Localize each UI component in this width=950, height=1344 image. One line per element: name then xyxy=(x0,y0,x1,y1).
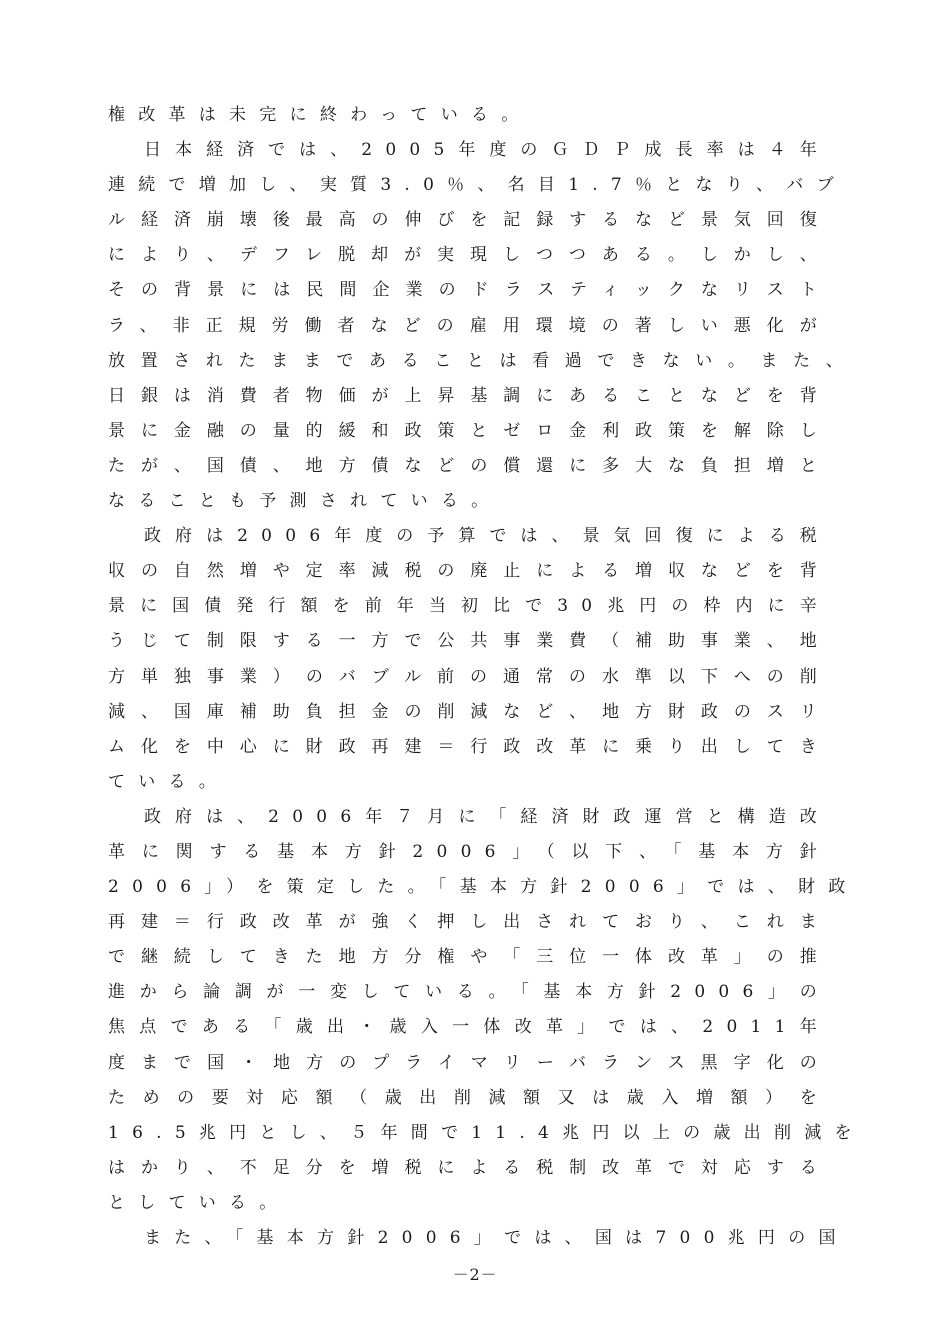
text-line: 日銀は消費者物価が上昇基調にあることなどを背 xyxy=(108,385,830,406)
text-line: その背景には民間企業のドラスティックなリスト xyxy=(108,280,830,301)
text-line: 2006」）を策定した。「基本方針2006」では、財政 xyxy=(108,877,859,898)
text-line: 権改革は未完に終わっている。 xyxy=(108,105,532,125)
text-line: 方単独事業）のバブル前の通常の水準以下への削 xyxy=(108,666,830,687)
text-line: 連続で増加し、実質3.0％、名目1.7％となり、バブ xyxy=(108,175,847,196)
text-line: ている。 xyxy=(108,771,230,792)
text-line: としている。 xyxy=(108,1192,290,1213)
body-text xyxy=(108,98,865,1256)
text-line: 景に金融の量的緩和政策とゼロ金利政策を解除し xyxy=(108,420,830,441)
text-line: 景に国債発行額を前年当初比で30兆円の枠内に辛 xyxy=(108,596,830,617)
text-line: 日本経済では、2005年度のＧＤＰ成長率は４年 xyxy=(144,140,830,161)
text-line: ための要対応額（歳出削減額又は歳入増額）を xyxy=(108,1087,830,1108)
text-line: 放置されたままであることは看過できない。また、 xyxy=(108,350,856,371)
text-line: また、「基本方針2006」では、国は700兆円の国 xyxy=(144,1228,849,1248)
text-line: ラ、非正規労働者などの雇用環境の著しい悪化が xyxy=(108,315,830,336)
text-line: 政府は2006年度の予算では、景気回復による税 xyxy=(144,526,830,547)
text-line: で継続してきた地方分権や「三位一体改革」の推 xyxy=(108,947,830,968)
text-line: 減、国庫補助負担金の削減など、地方財政のスリ xyxy=(108,701,830,722)
text-line: ル経済崩壊後最高の伸びを記録するなど景気回復 xyxy=(108,210,830,231)
text-line: 政府は、2006年７月に「経済財政運営と構造改 xyxy=(144,806,830,827)
text-line: うじて制限する一方で公共事業費（補助事業、地 xyxy=(108,631,830,652)
text-line: ム化を中心に財政再建＝行政改革に乗り出してき xyxy=(108,736,830,757)
text-line: 進から論調が一変している。「基本方針2006」の xyxy=(108,982,830,1003)
text-line: 革に関する基本方針2006」（以下、「基本方針 xyxy=(108,841,830,862)
text-line: 焦点である「歳出・歳入一体改革」では、2011年 xyxy=(108,1017,830,1038)
text-line: 再建＝行政改革が強く押し出されており、これま xyxy=(108,912,830,933)
text-line: 収の自然増や定率減税の廃止による増収などを背 xyxy=(108,561,830,582)
text-line: 度まで国・地方のプライマリーバランス黒字化の xyxy=(108,1052,830,1073)
text-line: たが、国債、地方債などの償還に多大な負担増と xyxy=(108,455,830,476)
page-number: －2－ xyxy=(452,1265,498,1284)
text-line: により、デフレ脱却が実現しつつある。しかし、 xyxy=(108,245,830,266)
text-line: なることも予測されている。 xyxy=(108,491,502,512)
text-line: 16.5兆円とし、５年間で11.4兆円以上の歳出削減を xyxy=(108,1122,865,1143)
text-line: はかり、不足分を増税による税制改革で対応する xyxy=(108,1157,830,1178)
